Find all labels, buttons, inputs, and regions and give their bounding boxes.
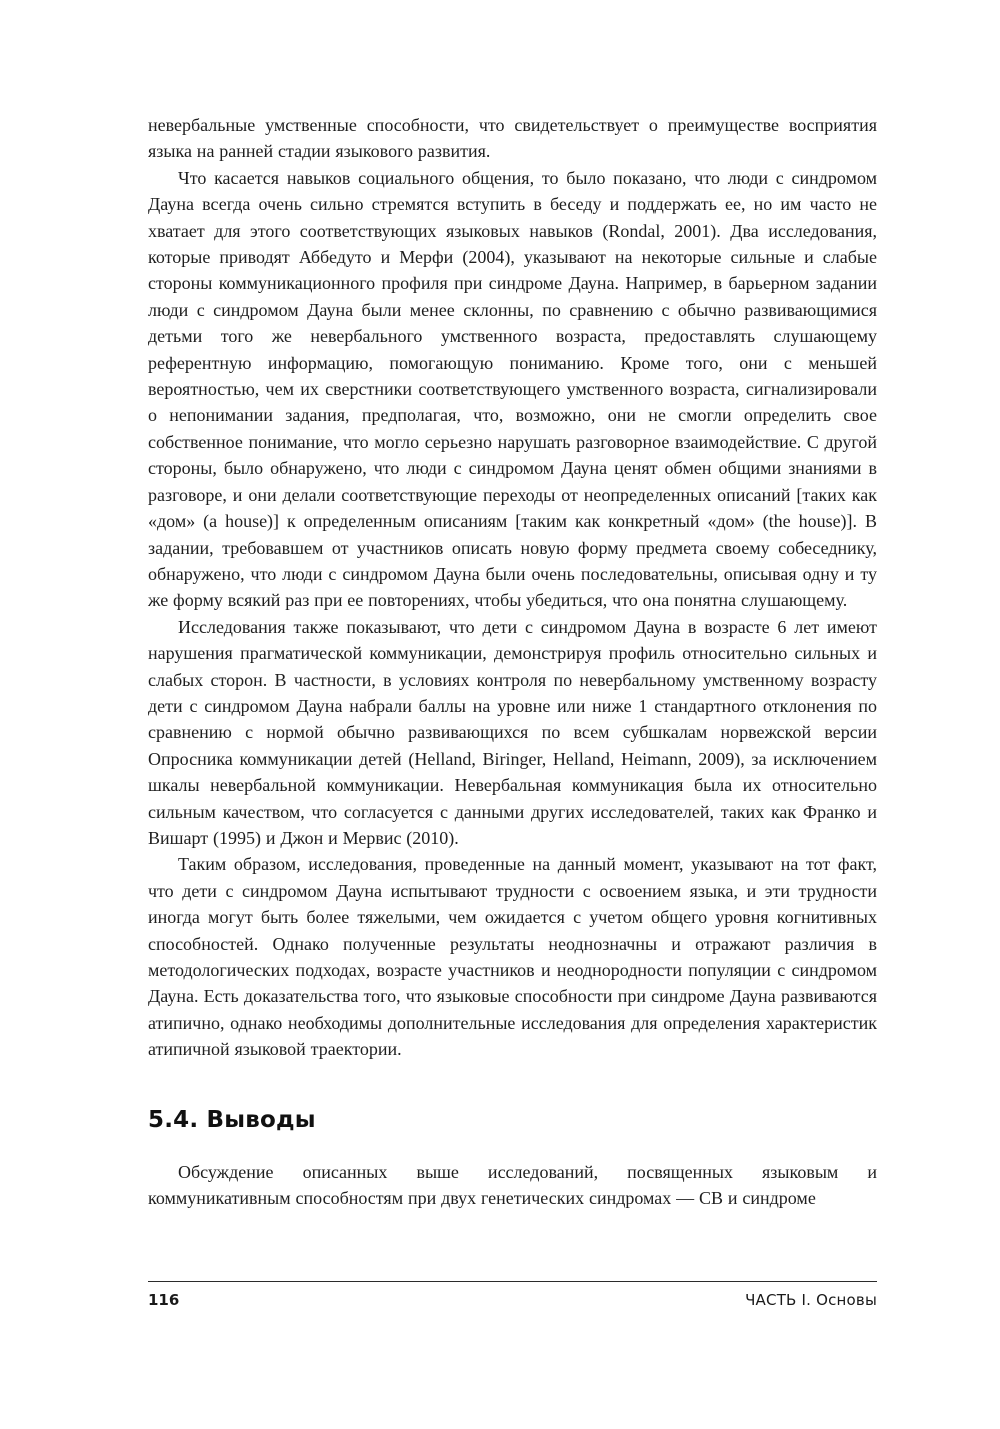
page-content bbox=[148, 112, 877, 1211]
footer-section-title: ЧАСТЬ I. Основы bbox=[745, 1291, 877, 1309]
paragraph-continuation: невербальные умственные способности, что свидетельствует о преимуществе восприятия языка на ранней стадии языкового развития. bbox=[148, 115, 877, 162]
page-footer bbox=[148, 1281, 877, 1309]
section-heading: 5.4. Выводы bbox=[148, 1106, 316, 1133]
paragraph: Обсуждение описанных выше исследований, посвященных языковым и коммуникативным способностям при двух генетических синдромах — СВ и синдроме bbox=[148, 1161, 877, 1209]
paragraph: Таким образом, исследования, проведенные на данный момент, указывают на тот факт, что дети с синдромом Дауна испытывают трудности с освоением языка, и эти трудности иногда могут быть более тяжелыми, чем ожидается с учетом общего уровня когнитивных способностей. Однако полученные результаты неоднозначны и отражают различия в методологических подходах, возрасте участников и неоднородности популяции с синдромом Дауна. Есть доказательства того, что языковые способности при синдроме Дауна развиваются атипично, однако необходимы дополнительные исследования для определения характеристик атипичной языковой траектории. bbox=[148, 854, 877, 1060]
paragraph: Исследования также показывают, что дети с синдромом Дауна в возрасте 6 лет имеют нарушения прагматической коммуникации, демонстрируя профиль относительно сильных и слабых сторон. В частности, в условиях контроля по невербальному умственному возрасту дети с синдромом Дауна набрали баллы на уровне или ниже 1 стандартного отклонения по сравнению с нормой обычно развивающихся по всем субшкалам норвежской версии Опросника коммуникации детей (Helland, Biringer, Helland, Heimann, 2009), за исключением шкалы невербальной коммуникации. Невербальная коммуникация была их относительно сильным качеством, что согласуется с данными других исследователей, таких как Франко и Вишарт (1995) и Джон и Мервис (2010). bbox=[148, 616, 877, 848]
paragraph: Что касается навыков социального общения, то было показано, что люди с синдромом Дауна всегда очень сильно стремятся вступить в беседу и поддержать ее, но им часто не хватает для этого соответствующих языковых навыков (Rondal, 2001). Два исследования, которые приводят Аббедуто и Мерфи (2004), указывают на некоторые сильные и слабые стороны коммуникационного профиля при синдроме Дауна. Например, в барьерном задании люди с синдромом Дауна были менее склонны, по сравнению с обычно развивающимися детьми того же невербального умственного возраста, предоставлять слушающему референтную информацию, помогающую пониманию. Кроме того, они с меньшей вероятностью, чем их сверстники соответствующего умственного возраста, сигнализировали о непонимании задания, предполагая, что, возможно, они не смогли определить свое собственное понимание, что могло серьезно нарушать разговорное взаимодействие. С другой стороны, было обнаружено, что люди с синдромом Дауна ценят обмен общими знаниями в разговоре, и они делали соответствующие переходы от неопределенных описаний [таких как «дом» (a house)] к определенным описаниям [таким как конкретный «дом» (the house)]. В задании, требовавшем от участников описать новую форму предмета своему собеседнику, обнаружено, что люди с синдромом Дауна были очень последовательны, описывая одну и ту же форму всякий раз при ее повторениях, чтобы убедиться, что она понятна слушающему. bbox=[148, 167, 877, 611]
page-number: 116 bbox=[148, 1291, 180, 1309]
